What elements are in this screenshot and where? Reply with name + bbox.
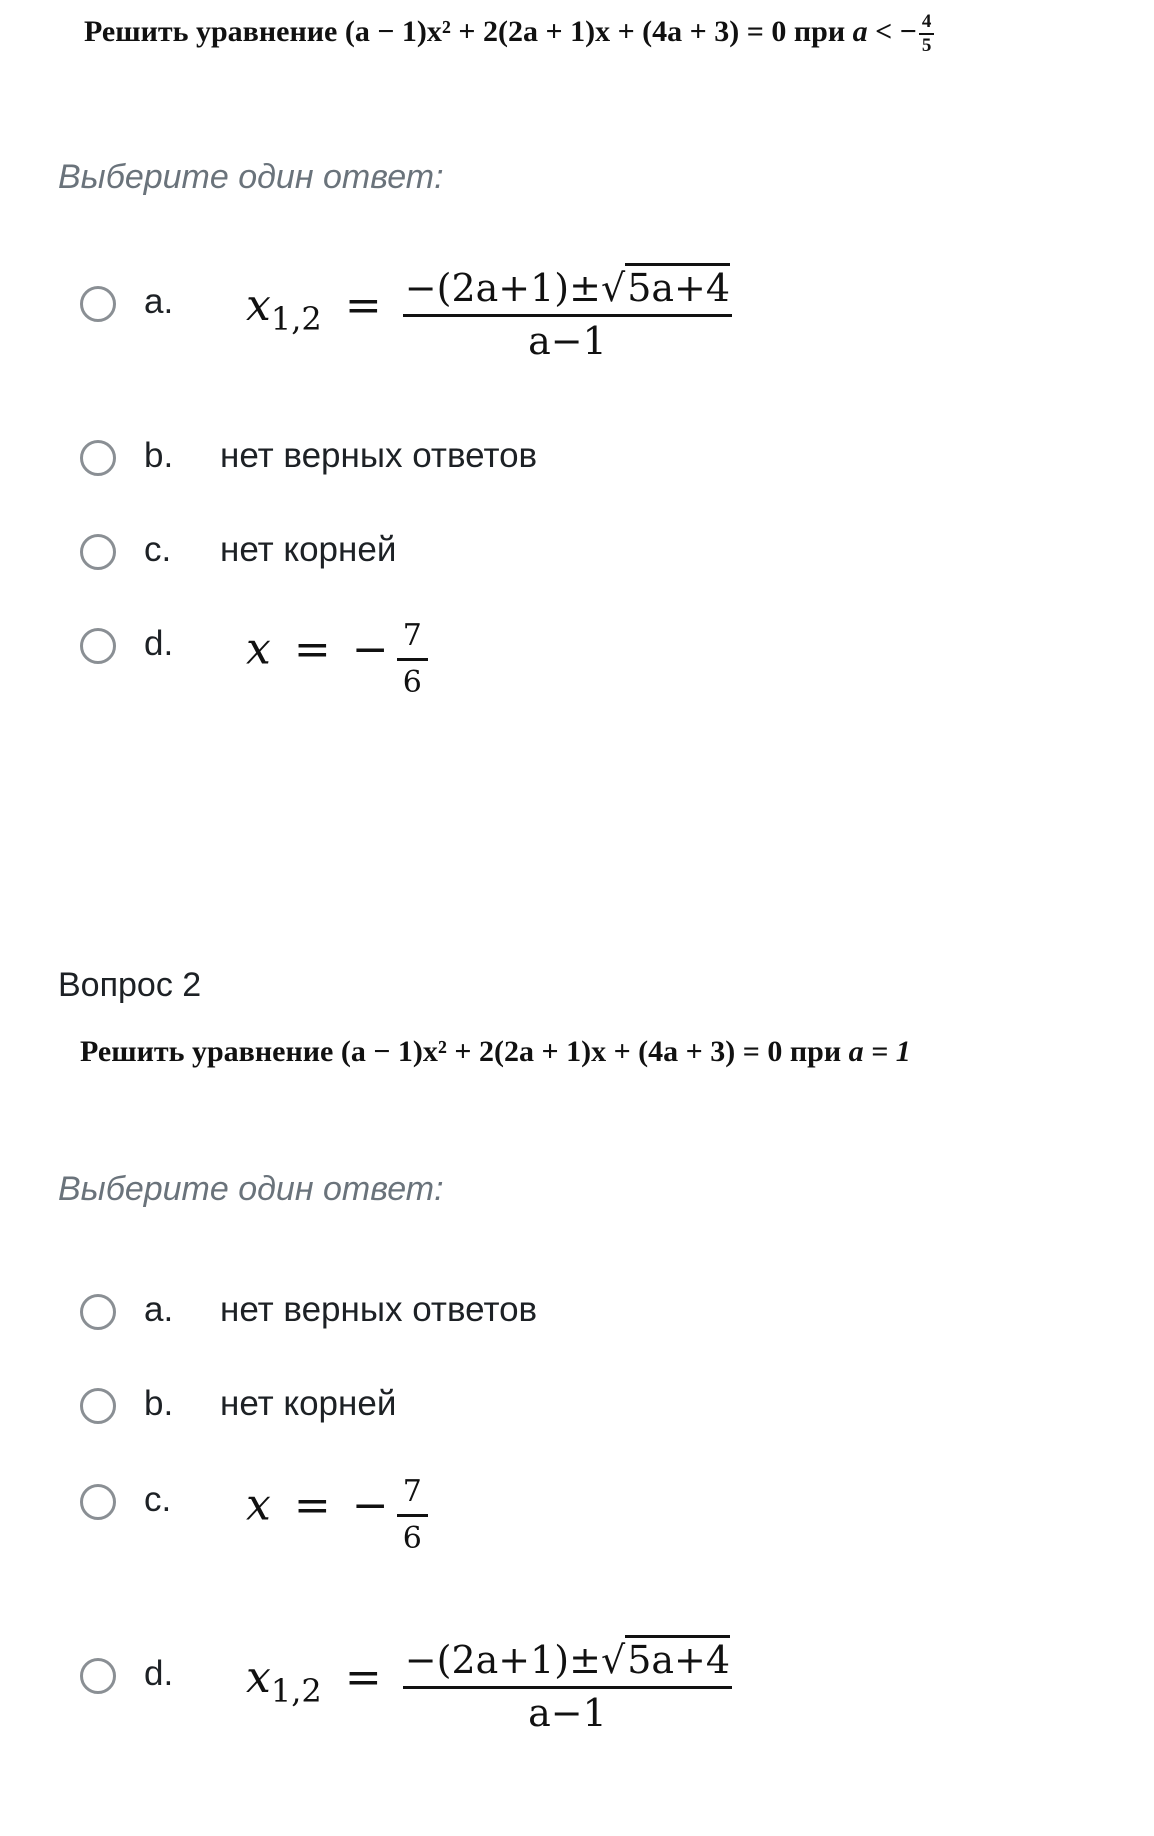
q1-option-b-letter: b. <box>144 436 174 475</box>
q1-option-b[interactable] <box>78 436 978 496</box>
q2-option-c-letter: c. <box>144 1480 172 1519</box>
q2-d-lhs <box>246 1651 322 1710</box>
q2-stem-condition-word: при <box>789 1035 842 1068</box>
q1-a-lhs <box>246 279 322 338</box>
q1-option-c-text: нет корней <box>220 530 397 569</box>
q1-a-denominator: a−1 <box>528 318 607 363</box>
q2-c-numerator: 7 <box>397 1476 428 1517</box>
q2-c-lhs: x <box>246 1479 271 1531</box>
q1-d-denominator: 6 <box>402 664 422 700</box>
q1-stem-condition-var: a <box>852 14 868 48</box>
q1-option-c[interactable] <box>78 530 978 590</box>
q1-question-text <box>84 12 934 56</box>
q2-d-lhs-sub: 1,2 <box>270 1671 322 1710</box>
q1-a-num-radicand: 5a+4 <box>625 263 730 310</box>
q1-d-minus: − <box>351 623 389 675</box>
q2-option-c-radio[interactable] <box>80 1484 116 1520</box>
q1-option-d[interactable] <box>78 624 978 684</box>
q1-stem-frac-num: 4 <box>919 12 935 35</box>
q2-d-num-pre: −(2a+1)±√ <box>404 1638 626 1682</box>
q1-option-a-formula <box>246 268 732 363</box>
q1-stem-fraction <box>919 12 935 56</box>
q1-stem-condition-word: при <box>793 14 846 48</box>
q2-c-minus: − <box>351 1479 389 1531</box>
q2-question-text <box>80 1035 911 1069</box>
q1-stem-condition-op: < − <box>875 14 917 48</box>
q1-option-c-radio[interactable] <box>80 534 116 570</box>
q1-a-numerator <box>403 268 732 317</box>
q2-c-denominator: 6 <box>402 1520 422 1556</box>
q2-option-b-letter: b. <box>144 1384 174 1423</box>
q1-option-a-radio[interactable] <box>80 286 116 322</box>
q2-c-fraction <box>397 1476 428 1554</box>
q2-c-equals: = <box>293 1479 331 1531</box>
q2-d-numerator <box>403 1640 732 1689</box>
q2-answer-prompt: Выберите один ответ: <box>58 1170 444 1208</box>
q2-d-equals: = <box>344 1651 382 1703</box>
q1-option-a-letter: a. <box>144 282 174 321</box>
q1-a-lhs-var: x <box>246 279 271 331</box>
q1-d-fraction <box>397 620 428 698</box>
q2-option-a-letter: a. <box>144 1290 174 1329</box>
q2-option-b[interactable] <box>78 1384 978 1444</box>
q1-a-num-pre: −(2a+1)±√ <box>404 266 626 310</box>
q1-option-d-formula <box>246 620 428 698</box>
q1-option-d-letter: d. <box>144 624 174 663</box>
q2-d-num-radicand: 5a+4 <box>625 1635 730 1682</box>
q2-stem-equation: (a − 1)x² + 2(2a + 1)x + (4a + 3) = 0 <box>340 1035 783 1068</box>
q1-option-b-text: нет верных ответов <box>220 436 538 475</box>
q2-option-c[interactable] <box>78 1480 978 1540</box>
q2-stem-prefix: Решить уравнение <box>80 1035 334 1068</box>
q2-d-lhs-var: x <box>246 1651 271 1703</box>
q1-a-lhs-sub: 1,2 <box>270 299 322 338</box>
q2-option-d-letter: d. <box>144 1654 174 1693</box>
q2-option-a[interactable] <box>78 1290 978 1350</box>
q1-stem-prefix: Решить уравнение <box>84 14 338 48</box>
q1-answer-prompt: Выберите один ответ: <box>58 158 444 196</box>
q1-d-equals: = <box>293 623 331 675</box>
q2-stem-condition: a = 1 <box>848 1035 911 1068</box>
q2-option-d-formula <box>246 1640 732 1735</box>
q2-option-a-radio[interactable] <box>80 1294 116 1330</box>
q1-d-numerator: 7 <box>397 620 428 661</box>
q1-d-lhs: x <box>246 623 271 675</box>
q2-option-b-text: нет корней <box>220 1384 397 1423</box>
q2-option-b-radio[interactable] <box>80 1388 116 1424</box>
q2-d-denominator: a−1 <box>528 1690 607 1735</box>
q2-option-d-radio[interactable] <box>80 1658 116 1694</box>
q1-option-d-radio[interactable] <box>80 628 116 664</box>
q1-option-c-letter: c. <box>144 530 172 569</box>
q2-option-a-text: нет верных ответов <box>220 1290 538 1329</box>
q1-a-equals: = <box>344 279 382 331</box>
q2-title: Вопрос 2 <box>58 966 202 1004</box>
q2-option-c-formula <box>246 1476 428 1554</box>
q2-d-fraction <box>403 1640 732 1735</box>
q1-a-fraction <box>403 268 732 363</box>
q1-option-b-radio[interactable] <box>80 440 116 476</box>
q1-stem-equation: (a − 1)x² + 2(2a + 1)x + (4a + 3) = 0 <box>344 14 787 48</box>
q1-stem-frac-den: 5 <box>921 34 932 56</box>
